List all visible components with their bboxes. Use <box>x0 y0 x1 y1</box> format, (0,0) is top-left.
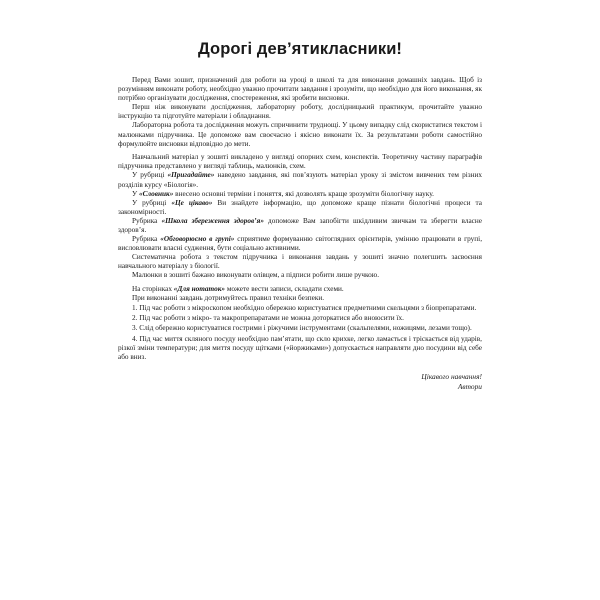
paragraph-4: Навчальний матеріал у зошиті викладено у вигляді опорних схем, конспектів. Теоретичну частину параграфів підручника представлено у вигляді таблиць, малюнків, схем. <box>118 153 482 171</box>
paragraph-1: Перед Вами зошит, призначений для роботи на уроці в школі та для виконання домашніх завдань. Щоб із розумінням виконати роботу, необхідно уважно прочитати завдання і зрозуміти, що необхідно для його виконання, як потрібно організувати дослідження, спостереження, які зробити висновки. <box>118 76 482 103</box>
signature-authors: Автори <box>457 381 482 391</box>
paragraph-rubric-group: Рубрика «Обговорюємо в групі» сприятиме формуванню світоглядних орієнтирів, умінню працювати в групі, висловлювати власні судження, бути соціально активними. <box>118 235 483 253</box>
safety-rule-3: 3. Слід обережно користуватися гострими і ріжучими інструментами (скальпелями, ножицями, лезами тощо). <box>132 324 472 333</box>
paragraph-safety-intro: При виконанні завдань дотримуйтесь правил техніки безпеки. <box>132 294 325 303</box>
rubric-dictionary: «Словник» <box>138 189 174 198</box>
safety-rule-1: 1. Під час роботи з мікроскопом необхідно обережно користуватися предметними скельцями з біопрепаратами. <box>132 304 477 313</box>
paragraph-2: Перш ніж виконувати дослідження, лабораторну роботу, дослідницький практикум, прочитайте уважно інструкцію та підготуйте матеріали і обладнання. <box>118 103 482 121</box>
rubric-interesting: «Це цікаво» <box>171 198 213 207</box>
paragraph-rubric-remember: У рубриці «Пригадайте» наведено завдання, які пов’язують матеріал уроку зі змістом вивчених тем різних розділів курсу «Біологія». <box>118 171 482 189</box>
paragraph-systematic-work: Систематична робота з текстом підручника і виконання завдань у зошиті значно полегшить засвоєння навчального матеріалу з біології. <box>118 253 482 271</box>
paragraph-drawings: Малюнки в зошиті бажано виконувати олівцем, а підписи робити лише ручкою. <box>132 271 380 280</box>
paragraph-rubric-dictionary: У «Словник» внесено основні терміни і поняття, які дозволять краще зрозуміти біологічну науку. <box>132 189 434 198</box>
paragraph-rubric-notes: На сторінках «Для нотаток» можете вести записи, складати схеми. <box>132 285 344 294</box>
rubric-notes: «Для нотаток» <box>173 285 226 294</box>
page-title: Дорогі дев’ятикласники! <box>197 40 403 58</box>
safety-rule-4: 4. Під час миття скляного посуду необхідно пам’ятати, що скло крихке, легко ламається і тріскається від ударів, різкої зміни температури; для миття посуду щітками («йоржиками») допускається направляти дно посудини від себе або вниз. <box>118 334 482 361</box>
rubric-group: «Обговорюємо в групі» <box>160 235 235 244</box>
intro-text <box>118 76 482 362</box>
rubric-health: «Школа збереження здоров’я» <box>161 216 264 225</box>
paragraph-rubric-interesting: У рубриці «Це цікаво» Ви знайдете інформацію, що допоможе краще пізнати біологічні процеси та закономірності. <box>118 198 483 216</box>
safety-rule-2: 2. Під час роботи з мікро- та макропрепаратами не можна доторкатися або вноюсити їх. <box>132 314 404 323</box>
rubric-remember: «Пригадайте» <box>167 171 215 180</box>
paragraph-rubric-health: Рубрика «Школа збереження здоров’я» допоможе Вам запобігти шкідливим звичкам та зберегти власне здоров’я. <box>118 216 482 234</box>
paragraph-3: Лабораторна робота та дослідження можуть спричинити труднощі. У цьому випадку слід скористатися текстом і малюнками підручника. Це допоможе вам своєчасно і якісно виконати їх. За результатами роботи самостійно формулюйте висновки відповідно до мети. <box>118 121 482 148</box>
closing-wish: Цікавого навчання! <box>421 371 482 381</box>
signature-block <box>118 372 482 392</box>
